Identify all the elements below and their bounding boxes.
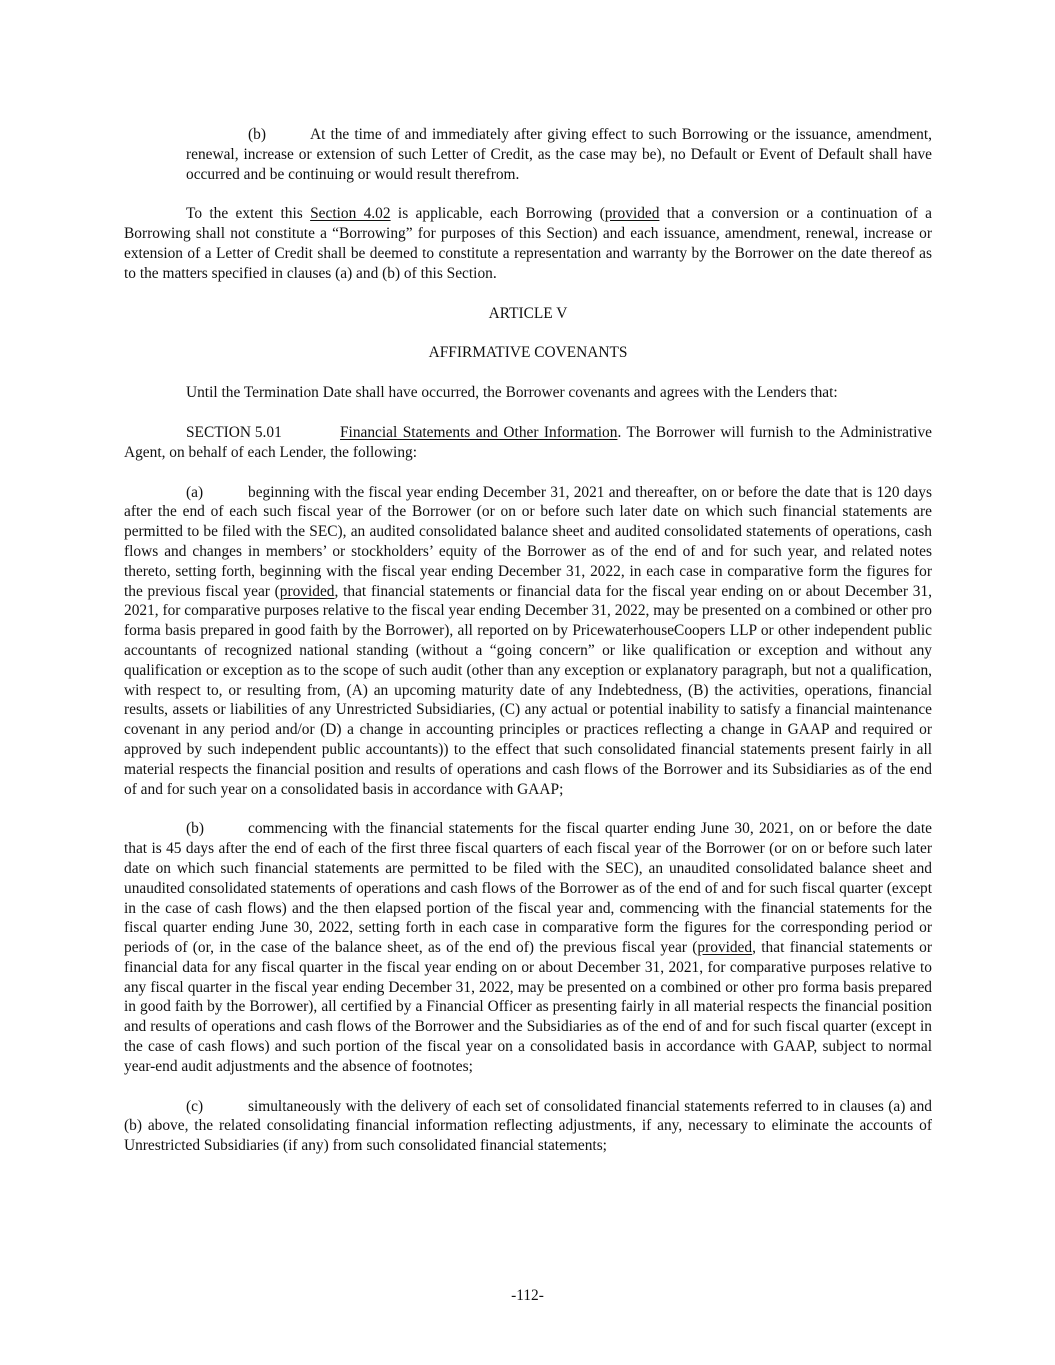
clause-text: , that financial statements or financial data for any fiscal quarter in the fiscal year ending on or about December 31, 2021, for comparative purposes relative to any fiscal quarter in the fiscal year ending December 31, 2022, may be presented on a combined or other pro forma basis prepared in good faith by the Borrower), all certified by a Financial Officer as presenting fairly in all material respects the financial position and results of operations and cash flows of the Borrower and the Subsidiaries as of the end of and for such fiscal quarter (except in the case of cash flows) and such portion of the fiscal year on a consolidated basis in accordance with GAAP, subject to normal year-end audit adjustments and the absence of footnotes; bbox=[124, 939, 932, 1075]
clause-text: , that financial statements or financial data for the fiscal year ending on or about December 31, 2021, for comparative purposes relative to the fiscal year ending December 31, 2022, may be presented on a combined or other pro forma basis prepared in good faith by the Borrower), all reported on by PricewaterhouseCoopers LLP or other independent public accountants of recognized national standing (without a “going concern” or like qualification or exception and without any qualification or exception as to the scope of such audit (other than any exception or explanatory paragraph, but not a qualification, with respect to, or resulting from, (A) an upcoming maturity date of any Indebtedness, (B) the activities, operations, financial results, assets or liabilities of any Unrestricted Subsidiaries, (C) any actual or potential inability to satisfy a financial maintenance covenant in any period and/or (D) a change in accounting principles or practices reflecting a change in GAAP and required or approved by such independent public accountants)) to the effect that such consolidated financial statements present fairly in all material respects the financial position and results of operations and cash flows of the Borrower and its Subsidiaries as of the end of and for such year on a consolidated basis in accordance with GAAP; bbox=[124, 582, 932, 798]
paragraph-text: that a conversion or a continuation of a Borrowing shall not constitute a “Borrowing” for purposes of this Section) and each issuance, amendment, renewal, increase or extension of a Letter of Credit shall be deemed to constitute a representation and warranty by the Borrower on the date thereof as to the matters specified in clauses (a) and (b) of this Section. bbox=[124, 205, 933, 282]
clause-text: At the time of and immediately after giving effect to such Borrowing or the issuance, amendment, renewal, increase or extension of such Letter of Credit, as the case may be), no Default or Event of Default shall have occurred and be continuing or would result therefrom. bbox=[186, 126, 932, 183]
section-reference: Section 4.02 bbox=[310, 205, 391, 223]
page-number: -112- bbox=[511, 1287, 544, 1304]
clause-label: (c) bbox=[186, 1097, 204, 1115]
provided-term: provided bbox=[279, 582, 335, 600]
clause-text: simultaneously with the delivery of each set of consolidated financial statements referred to in clauses (a) and (b) above, the related consolidating financial information reflecting adjustments, if any, necessary to eliminate the accounts of Unrestricted Subsidiaries (if any) from such consolidated financial statements; bbox=[124, 1097, 932, 1155]
article-subtitle: AFFIRMATIVE COVENANTS bbox=[428, 344, 628, 362]
paragraph-text: is applicable, each Borrowing ( bbox=[390, 205, 605, 223]
until-paragraph: Until the Termination Date shall have occurred, the Borrower covenants and agrees with the Lenders that: bbox=[186, 384, 838, 402]
paragraph-text: To the extent this bbox=[186, 205, 311, 223]
clause-text: commencing with the financial statements for the fiscal quarter ending June 30, 2021, on or before the date that is 45 days after the end of each of the first three fiscal quarters of each fiscal year of the Borrower (or on or before such later date on which such financial statements are permitted to be filed with the SEC), an unaudited consolidated balance sheet and unaudited consolidated statements of operations and cash flows of the Borrower as of the end of and for such fiscal quarter (except in the case of cash flows) and the then elapsed portion of the fiscal year and, commencing with the financial statements for the fiscal quarter ending June 30, 2022, setting forth in each case in comparative form the figures for the corresponding period or periods of (or, in the case of the balance sheet, as of the end of) the previous fiscal year ( bbox=[124, 820, 932, 957]
document-page bbox=[124, 125, 932, 1156]
section-5-01 bbox=[124, 423, 932, 463]
clause-a bbox=[124, 483, 932, 800]
clause-text: beginning with the fiscal year ending December 31, 2021 and thereafter, on or before the date that is 120 days after the end of each such fiscal year of the Borrower (or on or before such later date on which such financial statements are permitted to be filed with the SEC), an audited consolidated balance sheet and audited consolidated statements of operations, cash flows and changes in members’ or stockholders’ equity of the Borrower as of the end of and for such year, and related notes thereto, setting forth, beginning with the fiscal year ending December 31, 2022, in each case in comparative form the figures for the previous fiscal year ( bbox=[124, 483, 932, 600]
clause-c bbox=[124, 1097, 932, 1156]
section-text: . The Borrower will furnish to the Administrative Agent, on behalf of each Lender, the following: bbox=[124, 423, 932, 461]
provided-term: provided bbox=[697, 939, 753, 957]
extent-paragraph bbox=[124, 204, 932, 283]
article-title: ARTICLE V bbox=[488, 304, 568, 322]
clause-label: (b) bbox=[186, 820, 204, 838]
provided-term: provided bbox=[604, 205, 660, 223]
clause-label: (a) bbox=[186, 483, 204, 501]
section-heading: Financial Statements and Other Information bbox=[340, 423, 618, 441]
section-number: SECTION 5.01 bbox=[186, 423, 282, 441]
clause-b bbox=[124, 819, 932, 1076]
clause-label: (b) bbox=[248, 126, 266, 143]
clause-b-prev bbox=[186, 125, 932, 184]
